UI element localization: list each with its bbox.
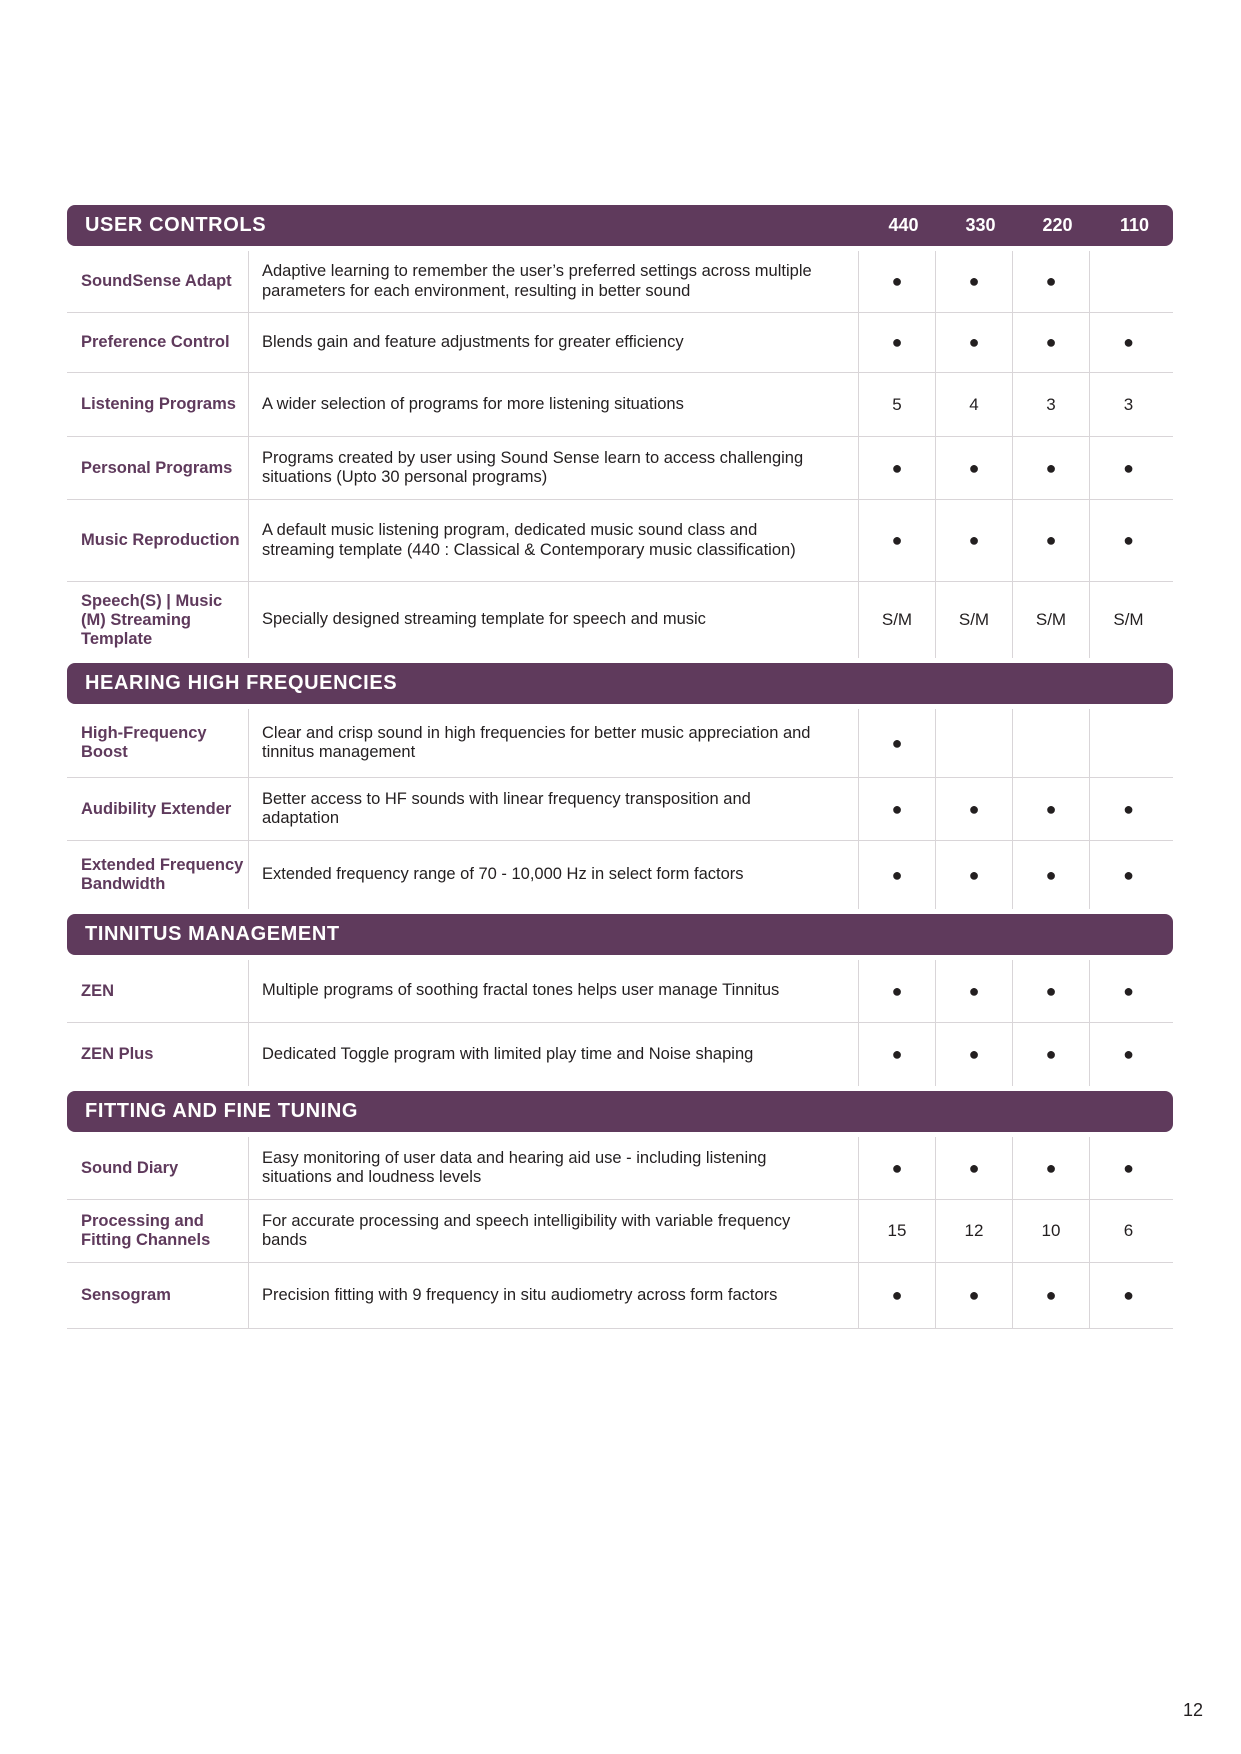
section-header-user-controls <box>67 205 1173 246</box>
section-header-tinnitus-management <box>67 914 1173 955</box>
value-330: ● <box>936 778 1013 840</box>
feature-name: Audibility Extender <box>67 778 249 840</box>
value-220: S/M <box>1013 582 1090 658</box>
feature-description: Clear and crisp sound in high frequencies for better music appreciation and tinnitus management <box>249 709 859 777</box>
feature-name: ZEN <box>67 960 249 1022</box>
value-110: ● <box>1123 1285 1134 1305</box>
feature-description: Extended frequency range of 70 - 10,000 Hz in select form factors <box>249 841 859 909</box>
column-header-330: 330 <box>965 215 996 235</box>
value-110: ● <box>1123 457 1134 478</box>
value-110: ● <box>1123 864 1134 885</box>
value-440: ● <box>859 778 936 840</box>
feature-description: Multiple programs of soothing fractal tones helps user manage Tinnitus <box>249 960 859 1022</box>
feature-description: Specially designed streaming template for speech and music <box>249 582 859 658</box>
feature-description: Programs created by user using Sound Sense learn to access challenging situations (Upto 30 personal programs) <box>249 437 859 499</box>
value-220: ● <box>1013 251 1090 312</box>
value-330: ● <box>936 251 1013 312</box>
value-330: ● <box>936 1263 1013 1328</box>
column-header-110: 110 <box>1119 215 1150 235</box>
value-220: ● <box>1013 437 1090 499</box>
value-220: ● <box>1013 1263 1090 1328</box>
section-title: USER CONTROLS <box>85 214 267 236</box>
value-440: ● <box>859 437 936 499</box>
feature-name: Processing and Fitting Channels <box>67 1200 249 1262</box>
value-110: ● <box>1123 798 1134 819</box>
table-row-zen <box>67 960 1173 1023</box>
value-110 <box>1090 251 1167 312</box>
feature-description: Adaptive learning to remember the user’s preferred settings across multiple parameters for each environment, resulting in better sound <box>249 251 859 312</box>
feature-name: SoundSense Adapt <box>67 251 249 312</box>
value-110: ● <box>1123 1157 1134 1178</box>
value-110: 3 <box>1123 394 1134 414</box>
value-220: ● <box>1013 1023 1090 1086</box>
value-330 <box>936 709 1013 777</box>
feature-name: Sensogram <box>67 1263 249 1328</box>
column-header-440: 440 <box>888 215 919 235</box>
value-220: ● <box>1013 1137 1090 1199</box>
value-110: S/M <box>1113 610 1144 629</box>
value-440: 5 <box>859 373 936 436</box>
feature-name: Listening Programs <box>67 373 249 436</box>
value-440: ● <box>859 1263 936 1328</box>
value-440: ● <box>859 841 936 909</box>
table-row-music-reproduction <box>67 500 1173 582</box>
section-title: TINNITUS MANAGEMENT <box>85 923 340 945</box>
value-440: ● <box>859 251 936 312</box>
table-row-audibility-extender <box>67 778 1173 841</box>
table-row-preference-control <box>67 313 1173 373</box>
table-row-personal-programs <box>67 437 1173 500</box>
table-row-sound-diary <box>67 1137 1173 1200</box>
feature-name: Music Reproduction <box>67 500 249 581</box>
table-row-soundsense-adapt <box>67 251 1173 313</box>
table-row-zen-plus <box>67 1023 1173 1086</box>
value-330: 12 <box>936 1200 1013 1262</box>
value-440: ● <box>859 1137 936 1199</box>
feature-name: Preference Control <box>67 313 249 372</box>
feature-description: A default music listening program, dedicated music sound class and streaming template (440 : Classical & Contemporary music classification) <box>249 500 859 581</box>
value-330: ● <box>936 841 1013 909</box>
value-330: ● <box>936 1137 1013 1199</box>
value-440: S/M <box>859 582 936 658</box>
value-440: ● <box>859 1023 936 1086</box>
table-row-processing-fitting-channels <box>67 1200 1173 1263</box>
feature-name: Personal Programs <box>67 437 249 499</box>
table-row-sensogram <box>67 1263 1173 1329</box>
value-110: ● <box>1123 530 1134 550</box>
section-title: FITTING AND FINE TUNING <box>85 1100 359 1122</box>
section-header-hearing-high-frequencies <box>67 663 1173 704</box>
value-440: 15 <box>859 1200 936 1262</box>
value-220: 3 <box>1013 373 1090 436</box>
feature-description: For accurate processing and speech intelligibility with variable frequency bands <box>249 1200 859 1262</box>
section-title: HEARING HIGH FREQUENCIES <box>85 672 398 694</box>
value-330: ● <box>936 437 1013 499</box>
value-330: ● <box>936 1023 1013 1086</box>
value-440: ● <box>859 960 936 1022</box>
value-440: ● <box>859 313 936 372</box>
column-header-220: 220 <box>1042 215 1073 235</box>
table-row-streaming-template <box>67 582 1173 658</box>
value-330: S/M <box>936 582 1013 658</box>
feature-description: Dedicated Toggle program with limited play time and Noise shaping <box>249 1023 859 1086</box>
value-330: ● <box>936 960 1013 1022</box>
value-110: ● <box>1123 1044 1134 1064</box>
feature-description: Precision fitting with 9 frequency in situ audiometry across form factors <box>249 1263 859 1328</box>
value-110: ● <box>1123 332 1134 352</box>
value-220: ● <box>1013 960 1090 1022</box>
feature-description: Blends gain and feature adjustments for greater efficiency <box>249 313 859 372</box>
value-220: ● <box>1013 841 1090 909</box>
feature-description: Easy monitoring of user data and hearing aid use - including listening situations and loudness levels <box>249 1137 859 1199</box>
feature-name: Extended Frequency Bandwidth <box>67 841 249 909</box>
section-header-fitting-and-fine-tuning <box>67 1091 1173 1132</box>
feature-name: ZEN Plus <box>67 1023 249 1086</box>
feature-name: High-Frequency Boost <box>67 709 249 777</box>
value-220: ● <box>1013 313 1090 372</box>
page-number: 12 <box>1182 1700 1203 1720</box>
feature-name: Speech(S) | Music (M) Streaming Template <box>67 582 249 658</box>
value-220: ● <box>1013 778 1090 840</box>
value-110: ● <box>1123 980 1134 1001</box>
value-220: 10 <box>1013 1200 1090 1262</box>
feature-description: A wider selection of programs for more listening situations <box>249 373 859 436</box>
feature-description: Better access to HF sounds with linear frequency transposition and adaptation <box>249 778 859 840</box>
feature-comparison-table <box>67 205 1173 1329</box>
value-440: ● <box>859 709 936 777</box>
value-330: 4 <box>936 373 1013 436</box>
table-row-high-frequency-boost <box>67 709 1173 778</box>
value-440: ● <box>859 500 936 581</box>
value-220 <box>1013 709 1090 777</box>
value-220: ● <box>1013 500 1090 581</box>
value-330: ● <box>936 313 1013 372</box>
value-110 <box>1090 709 1167 777</box>
value-330: ● <box>936 500 1013 581</box>
feature-name: Sound Diary <box>67 1137 249 1199</box>
table-row-extended-frequency-bandwidth <box>67 841 1173 909</box>
value-110: 6 <box>1123 1221 1134 1240</box>
table-row-listening-programs <box>67 373 1173 437</box>
